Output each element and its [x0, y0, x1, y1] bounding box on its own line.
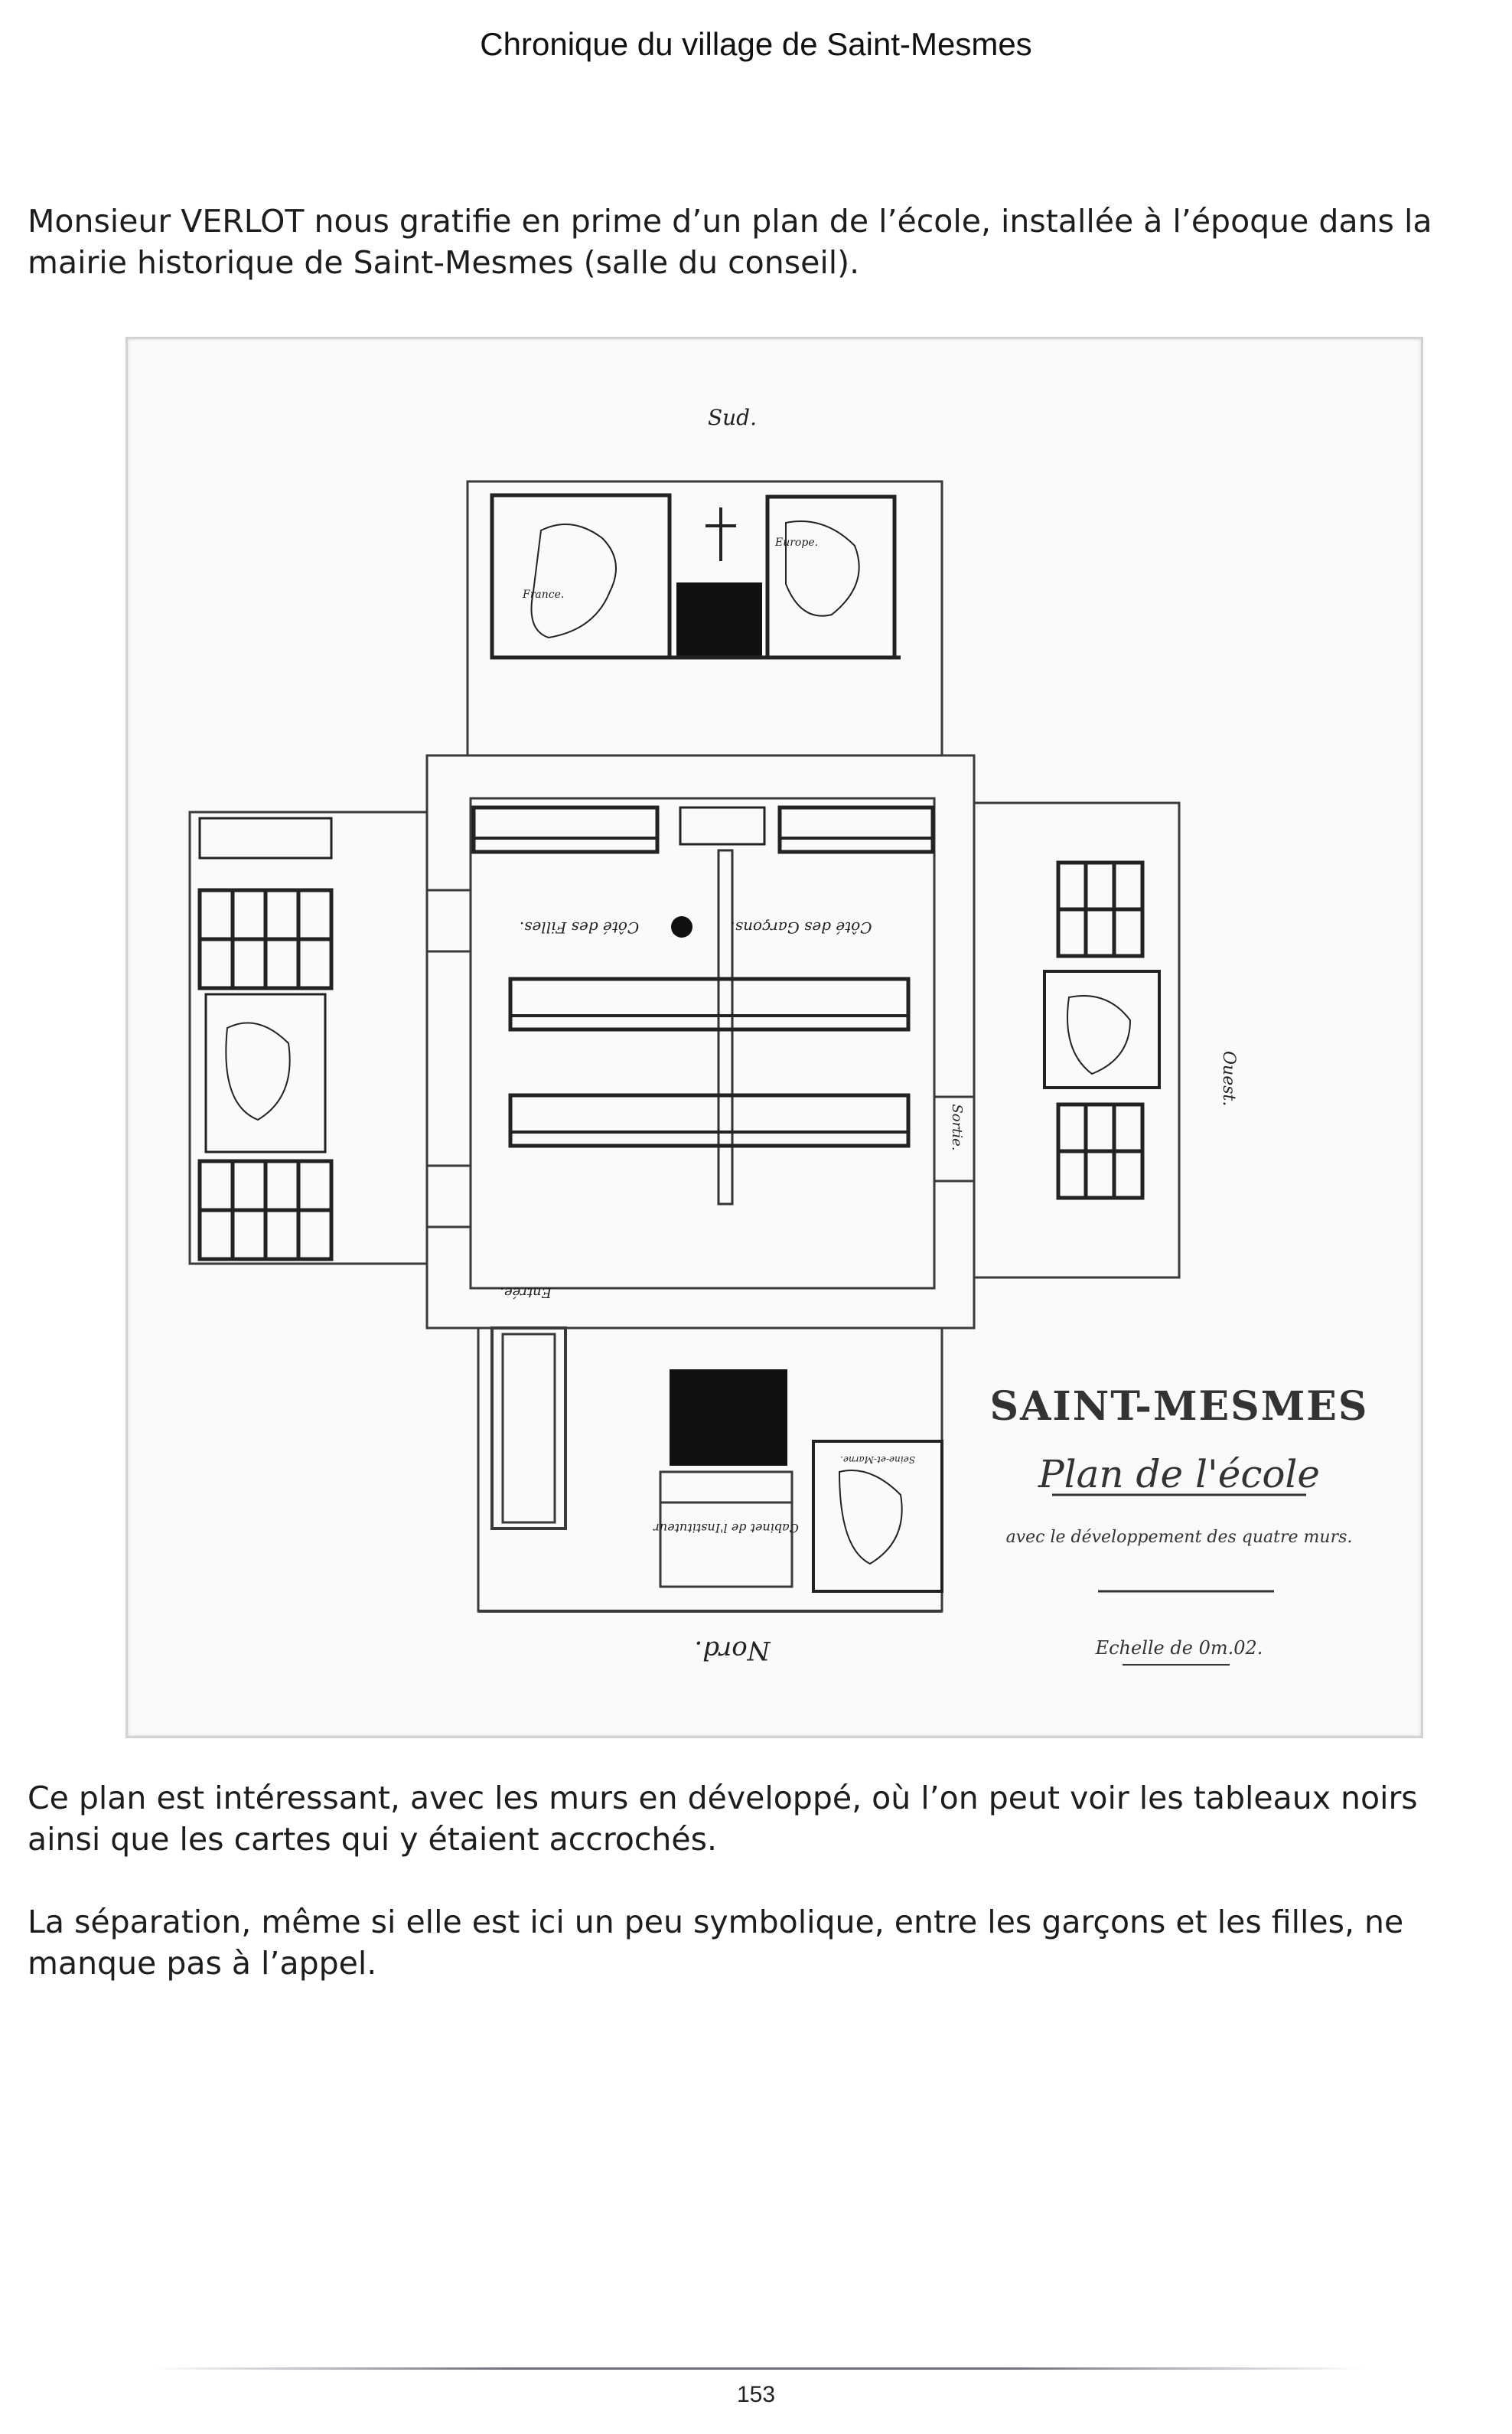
wall-left-panel [190, 812, 427, 1264]
paragraph-plan-description: Ce plan est intéressant, avec les murs en développé, où l’on peut voir les tableaux noirs ainsi que les cartes qui y étaient accrochés. [28, 1780, 1418, 1858]
page-number: 153 [736, 2382, 776, 2407]
label-girls-side: Côté des Filles. [519, 918, 640, 937]
label-map-right: Europe. [775, 537, 819, 549]
stove [671, 916, 692, 938]
footer-divider [153, 2367, 1362, 2370]
label-cabinet: Cabinet de l'Instituteur [653, 1521, 799, 1535]
blackboard-top [676, 582, 762, 657]
cartouche-plan-title: Plan de l'école [1038, 1452, 1321, 1496]
label-map-bottom: Seine-et-Marne. [840, 1454, 915, 1465]
label-exit: Sortie. [949, 1104, 965, 1151]
label-south: Sud. [707, 405, 758, 430]
paragraph-separation: La séparation, même si elle est ici un peu symbolique, entre les garçons et les filles, ne manque pas à l’appel. [28, 1904, 1404, 1982]
cartouche-scale: Echelle de 0m.02. [1095, 1637, 1263, 1659]
wall-right-panel [974, 803, 1179, 1277]
cartouche-subtitle: avec le développement des quatre murs. [1005, 1528, 1353, 1547]
paragraph-intro: Monsieur VERLOT nous gratifie en prime d’un plan de l’école, installée à l’époque dans la mairie historique de Saint-Mesmes (salle du conseil). [28, 203, 1432, 281]
label-north: Nord. [694, 1635, 771, 1666]
page-header-title: Chronique du village de Saint-Mesmes [480, 26, 1032, 62]
school-plan-drawing [128, 339, 1421, 1736]
room-outer [427, 755, 974, 1328]
label-west: Ouest. [1219, 1051, 1238, 1107]
label-boys-side: Côté des Garçons. [730, 918, 872, 937]
room-inner [471, 798, 934, 1288]
label-entry: Entrée. [500, 1284, 552, 1300]
cartouche-place: SAINT-MESMES [989, 1383, 1369, 1430]
label-map-left: France. [523, 589, 565, 601]
blackboard-bottom [670, 1369, 787, 1466]
school-plan-figure [125, 337, 1423, 1738]
separation-rail [719, 850, 732, 1204]
